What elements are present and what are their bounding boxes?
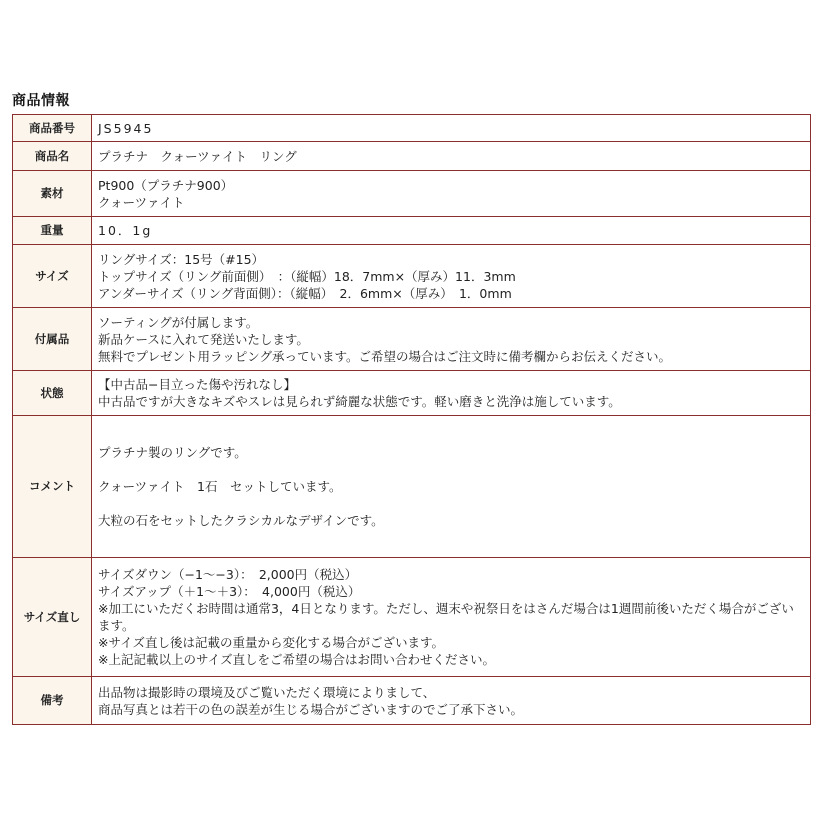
row-value: サイズダウン（−1〜−3）： 2,000円（税込） サイズアップ（＋1〜＋3）： 4,000円（税込） ※加工にいただくお時間は通常3，4日となります。ただし、週末や祝祭日をはさんだ場合は1週間前後いただく場合がございます。 ※サイズ直し後は記載の重量から変化する場合がございます。 ※上記記載以上のサイズ直しをご希望の場合はお問い合わせください。: [92, 558, 811, 677]
table-row-notes: [13, 677, 811, 725]
row-label: 備考: [13, 677, 92, 725]
row-label: 素材: [13, 171, 92, 217]
row-label: 重量: [13, 217, 92, 245]
table-row-weight: [13, 217, 811, 245]
product-info-table: [12, 114, 811, 725]
row-value: 【中古品−目立った傷や汚れなし】 中古品ですが大きなキズやスレは見られず綺麗な状態です。軽い磨きと洗浄は施しています。: [92, 371, 811, 416]
table-row-product-number: [13, 115, 811, 142]
row-label: 商品名: [13, 142, 92, 171]
table-row-comment: [13, 416, 811, 558]
section-title: 商品情報: [12, 93, 70, 109]
row-label: 状態: [13, 371, 92, 416]
row-label: 付属品: [13, 308, 92, 371]
row-value: 10．1g: [92, 217, 811, 245]
table-row-size: [13, 245, 811, 308]
table-row-condition: [13, 371, 811, 416]
table-row-resizing: [13, 558, 811, 677]
row-value: プラチナ クォーツァイト リング: [92, 142, 811, 171]
row-value: リングサイズ：15号（#15） トップサイズ（リング前面側） ：（縦幅）18．7mm×（厚み）11．3mm アンダーサイズ（リング背面側）：（縦幅） 2．6mm×（厚み） 1．0mm: [92, 245, 811, 308]
row-label: 商品番号: [13, 115, 92, 142]
row-label: コメント: [13, 416, 92, 558]
row-label: サイズ: [13, 245, 92, 308]
table-row-material: [13, 171, 811, 217]
row-label: サイズ直し: [13, 558, 92, 677]
table-row-accessories: [13, 308, 811, 371]
row-value: Pt900（プラチナ900） クォーツァイト: [92, 171, 811, 217]
table-row-product-name: [13, 142, 811, 171]
row-value: 出品物は撮影時の環境及びご覧いただく環境によりまして、 商品写真とは若干の色の誤差が生じる場合がございますのでご了承下さい。: [92, 677, 811, 725]
row-value: プラチナ製のリングです。 クォーツァイト 1石 セットしています。 大粒の石をセットしたクラシカルなデザインです。: [92, 416, 811, 558]
row-value: ソーティングが付属します。 新品ケースに入れて発送いたします。 無料でプレゼント用ラッピング承っています。ご希望の場合はご注文時に備考欄からお伝えください。: [92, 308, 811, 371]
row-value: JS5945: [92, 115, 811, 142]
